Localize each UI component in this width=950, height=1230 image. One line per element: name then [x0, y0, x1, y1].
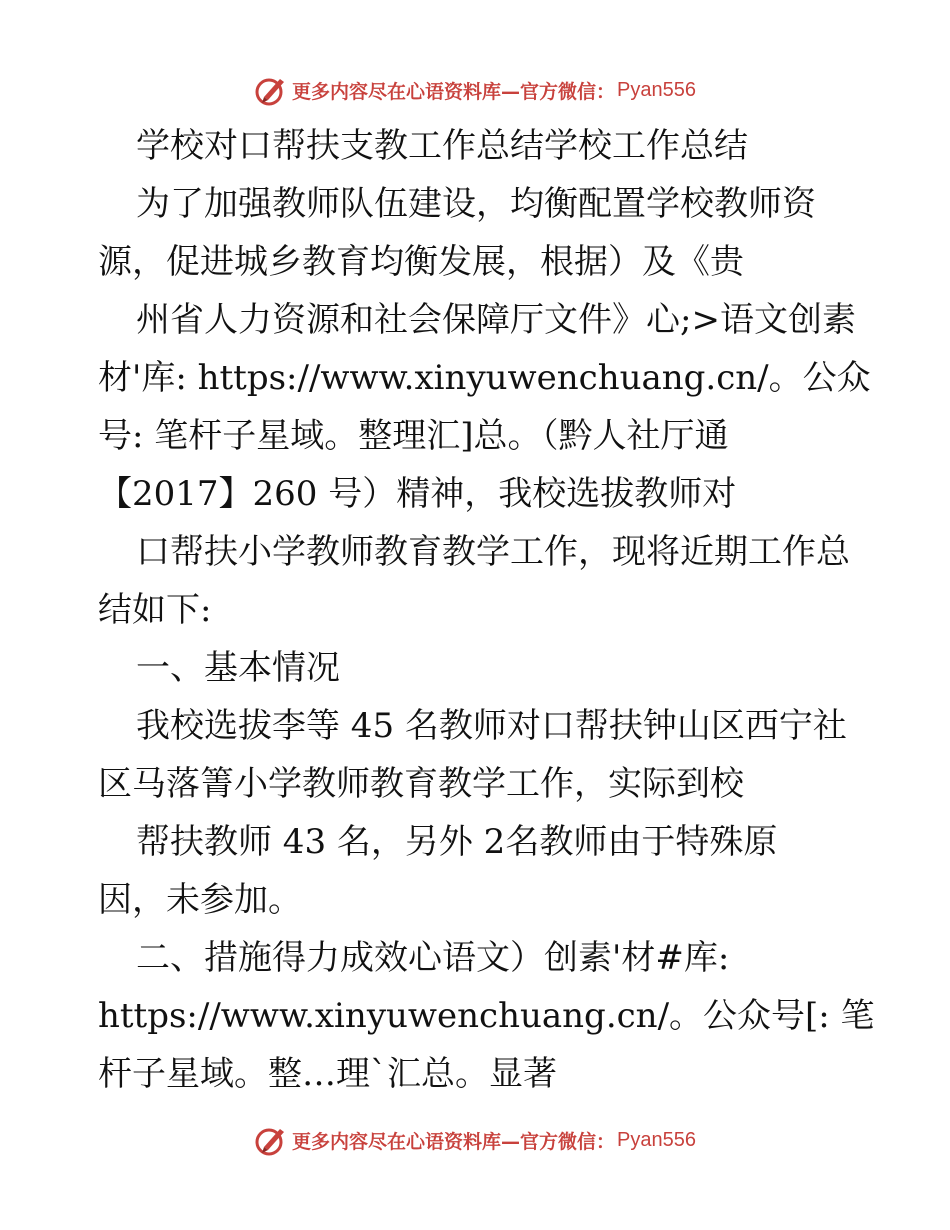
paragraph-line: 材'库: https://www.xinyuwenchuang.cn/。公众	[98, 358, 871, 398]
paragraph-line: 杆子星域。整…理`汇总。显著	[98, 1054, 557, 1094]
pen-logo-icon	[254, 73, 288, 107]
footer-banner-wechat-id: Pyan556	[617, 1128, 696, 1151]
paragraph-line: https://www.xinyuwenchuang.cn/。公众号[: 笔	[98, 996, 875, 1036]
paragraph-line: 帮扶教师 43 名，另外 2名教师由于特殊原	[136, 822, 778, 862]
footer-banner	[0, 1120, 950, 1160]
document-title: 学校对口帮扶支教工作总结学校工作总结	[136, 126, 748, 166]
section-heading: 二、措施得力成效心语文）创素'材#库:	[136, 938, 730, 978]
paragraph-line: 源，促进城乡教育均衡发展，根据）及《贵	[98, 242, 744, 282]
paragraph-line: 州省人力资源和社会保障厅文件》心;>语文创素	[136, 300, 856, 340]
header-banner-text: 更多内容尽在心语资料库—官方微信：	[292, 80, 616, 103]
paragraph-line: 口帮扶小学教师教育教学工作，现将近期工作总	[136, 532, 850, 572]
paragraph-line: 号: 笔杆子星域。整理汇]总。（黔人社厅通	[98, 416, 729, 456]
footer-banner-text: 更多内容尽在心语资料库—官方微信：	[292, 1130, 616, 1153]
section-heading: 一、基本情况	[136, 648, 340, 688]
pen-logo-icon	[254, 1123, 288, 1157]
paragraph-line: 【2017】260 号）精神，我校选拔教师对	[98, 474, 737, 514]
paragraph-line: 因，未参加。	[98, 880, 302, 920]
header-banner-wechat-id: Pyan556	[617, 78, 696, 101]
paragraph-line: 结如下:	[98, 590, 212, 630]
paragraph-line: 我校选拔李等 45 名教师对口帮扶钟山区西宁社	[136, 706, 847, 746]
paragraph-line: 为了加强教师队伍建设，均衡配置学校教师资	[136, 184, 816, 224]
header-banner	[0, 70, 950, 110]
paragraph-line: 区马落箐小学教师教育教学工作，实际到校	[98, 764, 744, 804]
